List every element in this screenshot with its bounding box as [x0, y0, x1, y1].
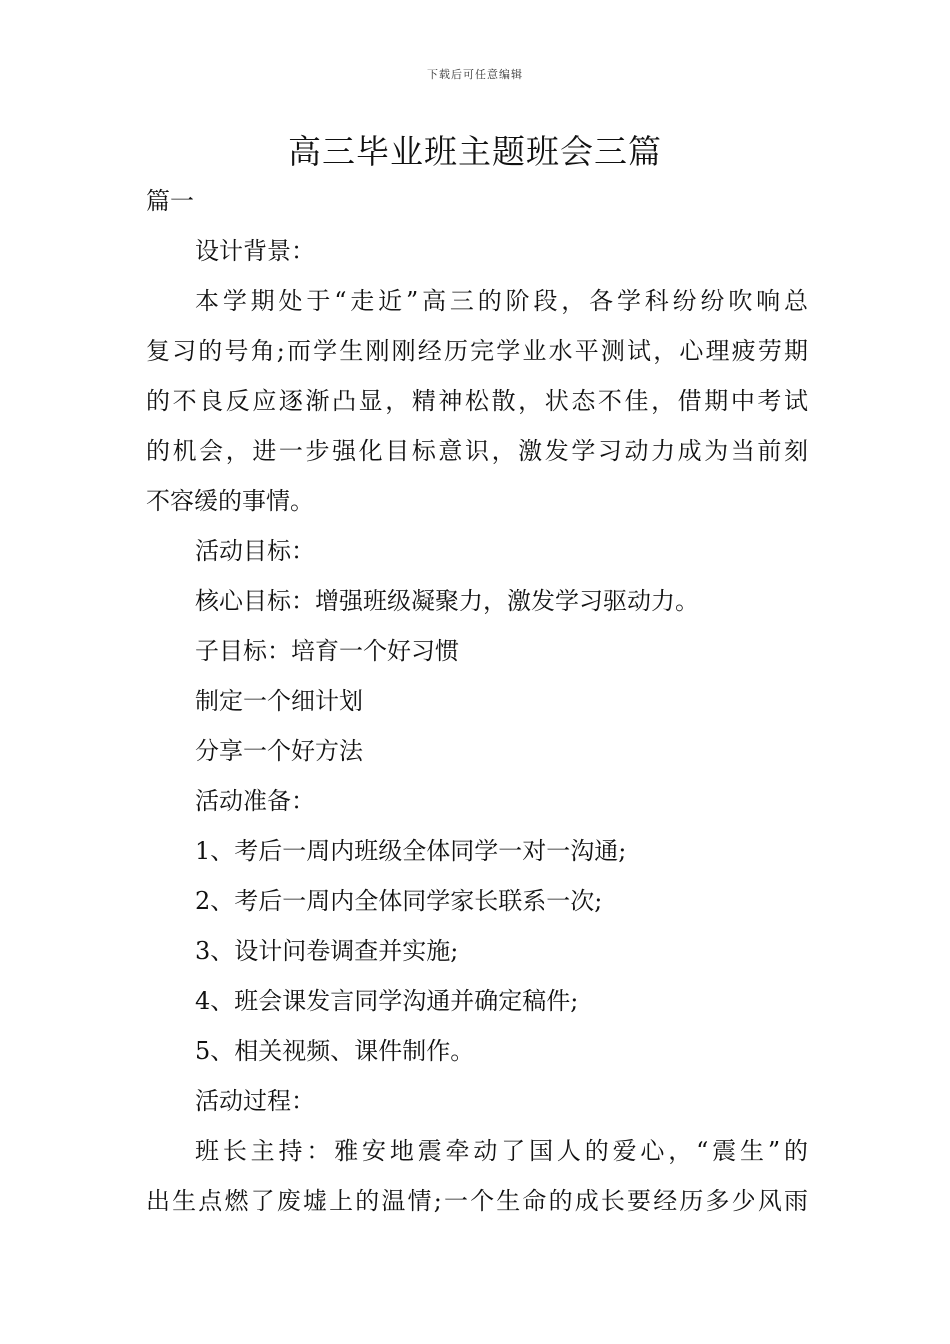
text-line: 核心目标：增强班级凝聚力，激发学习驱动力。 [195, 587, 699, 615]
text-line: 5、相关视频、课件制作。 [195, 1037, 475, 1065]
text-line: 的不良反应逐渐凸显，精神松散，状态不佳，借期中考试 [146, 387, 808, 415]
text-line: 本学期处于“走近”高三的阶段，各学科纷纷吹响总 [195, 287, 808, 315]
text-line: 3、设计问卷调查并实施; [195, 937, 459, 965]
text-line: 不容缓的事情。 [146, 487, 314, 515]
header-note: 下载后可任意编辑 [427, 68, 523, 81]
text-line: 班长主持：雅安地震牵动了国人的爱心，“震生”的 [195, 1137, 808, 1165]
text-line: 出生点燃了废墟上的温情;一个生命的成长要经历多少风雨 [146, 1187, 808, 1215]
text-line: 制定一个细计划 [195, 687, 363, 715]
text-line: 4、班会课发言同学沟通并确定稿件; [195, 987, 579, 1015]
text-line: 活动准备： [195, 787, 315, 815]
document-title: 高三毕业班主题班会三篇 [288, 132, 662, 171]
text-line: 的机会，进一步强化目标意识，激发学习动力成为当前刻 [146, 437, 808, 465]
text-line: 2、考后一周内全体同学家长联系一次; [195, 887, 603, 915]
text-line: 复习的号角;而学生刚刚经历完学业水平测试，心理疲劳期 [146, 337, 808, 365]
document-body [146, 176, 808, 1226]
text-line: 1、考后一周内班级全体同学一对一沟通; [195, 837, 627, 865]
text-line: 子目标：培育一个好习惯 [195, 637, 459, 665]
text-line: 设计背景： [195, 237, 315, 265]
text-line: 活动过程： [195, 1087, 315, 1115]
text-line: 活动目标： [195, 537, 315, 565]
text-line: 分享一个好方法 [195, 737, 363, 765]
text-line: 篇一 [146, 187, 194, 215]
